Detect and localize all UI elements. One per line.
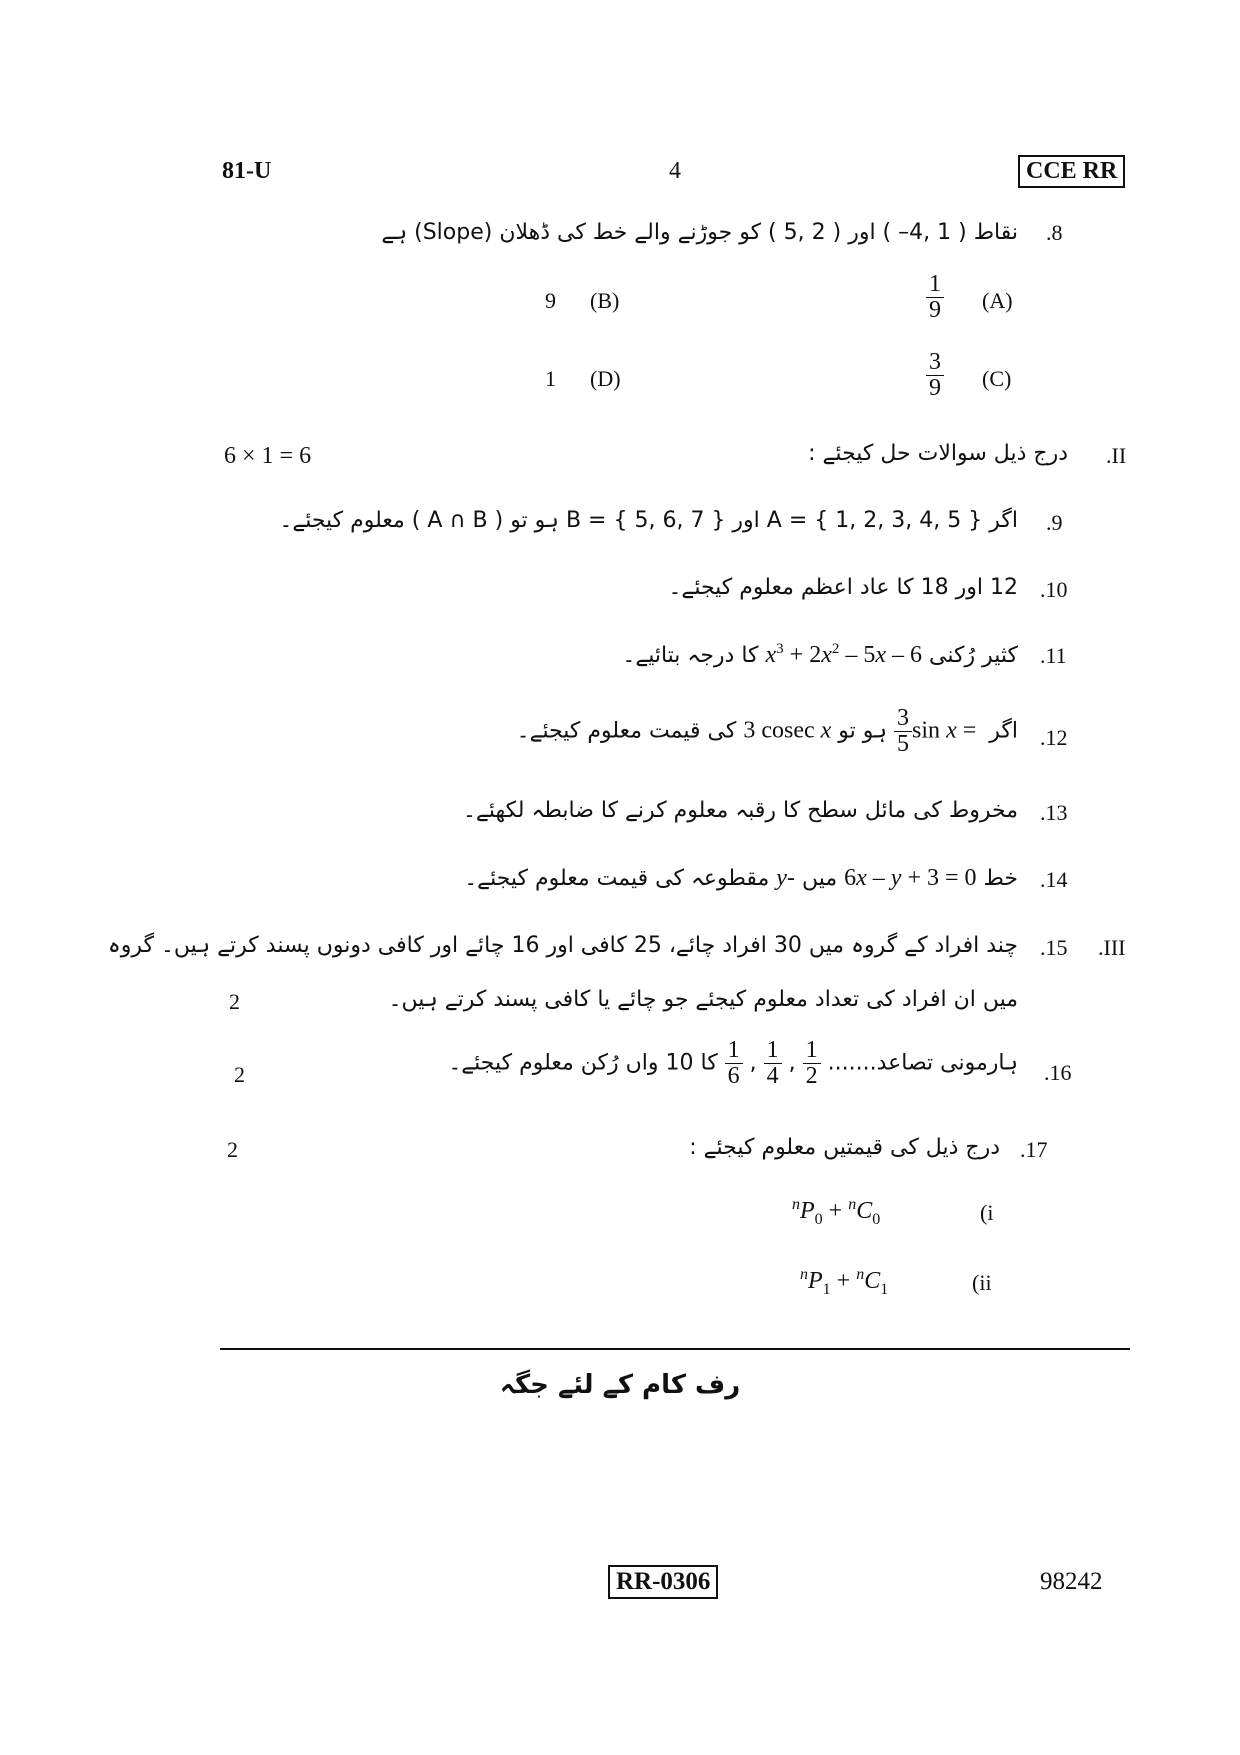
q10-number: .10	[1040, 577, 1068, 602]
q8-option-c-label: (C)	[982, 366, 1012, 391]
q15-line-2: میں ان افراد کی تعداد معلوم کیجئے جو چائے یا کافی پسند کرتے ہیں۔	[388, 987, 1018, 1012]
q16-marks: 2	[234, 1062, 245, 1087]
q8-option-a-value: $\frac{1}{9}$	[926, 272, 944, 323]
q12-cosec-expression: 3 cosec x	[743, 717, 832, 744]
q15-line-1: چند افراد کے گروہ میں 30 افراد چائے، 25 کافی اور 16 چائے اور کافی دونوں پسند کرتے ہیں۔ گروہ	[107, 933, 1018, 958]
q13-number: .13	[1040, 800, 1068, 825]
section-2-roman: .II	[1106, 443, 1127, 468]
q14-y-axis: y-	[776, 865, 795, 891]
q16-fraction-1: $\frac{1}{2}$	[803, 1038, 821, 1089]
q12-sin-expression: sin x =	[912, 717, 983, 744]
q17-number: .17	[1020, 1137, 1048, 1162]
q8-option-c-value: $\frac{3}{9}$	[926, 350, 944, 401]
section-2-instruction: درج ذیل سوالات حل کیجئے :	[808, 441, 1068, 466]
section-2-marks: 6 × 1 = 6	[224, 443, 312, 469]
q14-number: .14	[1040, 867, 1068, 892]
q17-part-i-label: (i	[980, 1200, 994, 1225]
q17-part-ii-expression: $^nP_1 + ^nC_1$	[800, 1266, 889, 1298]
rough-work-divider	[220, 1348, 1130, 1350]
q9-text: اگر { 5 ,4 ,3 ,2 ,1 } = A اور { 7 ,6 ,5 } = B ہو تو ( A ∩ B ) معلوم کیجئے۔	[279, 508, 1018, 533]
footer-code: RR-0306	[608, 1565, 718, 1599]
q15-marks: 2	[229, 989, 240, 1014]
q16-number: .16	[1044, 1060, 1072, 1085]
paper-code: 81-U	[222, 158, 272, 184]
q17-marks: 2	[227, 1137, 238, 1162]
q8-option-a-label: (A)	[982, 288, 1013, 313]
q8-option-d-value: 1	[545, 366, 556, 391]
footer-number: 98242	[1040, 1568, 1103, 1595]
q9-number: .9	[1046, 510, 1063, 535]
q16-text: ہارمونی تصاعد....... $\frac{1}{2}$ , $\frac{1}{4}$ , $\frac{1}{6}$ کا 10 واں رُکن معلوم کیجئے۔	[448, 1037, 1018, 1090]
q17-part-i-expression: $^nP_0 + ^nC_0$	[792, 1196, 881, 1228]
q8-number: .8	[1046, 220, 1063, 245]
q8-option-b-value: 9	[545, 288, 556, 313]
q12-number: .12	[1040, 725, 1068, 750]
q11-number: .11	[1040, 643, 1067, 668]
q11-text: کثیر رُکنی $x^3 + 2x^2 - 5x - 6$ کا درجہ بتائیے۔	[622, 641, 1018, 668]
q8-text: نقاط ( 1 ,4– ) اور ( 2 ,5 ) کو جوڑنے والے خط کی ڈھلان (Slope) ہے	[381, 220, 1018, 245]
rough-work-heading: رف کام کے لئے جگہ	[499, 1370, 741, 1400]
series-badge: CCE RR	[1018, 155, 1125, 188]
section-3-roman: .III	[1098, 935, 1126, 960]
page-number: 4	[669, 158, 681, 184]
q12-text: اگر sin x = $\frac{3}{5}$ ہو تو 3 cosec x کی قیمت معلوم کیجئے۔	[516, 705, 1018, 758]
q17-text: درج ذیل کی قیمتیں معلوم کیجئے :	[689, 1135, 1000, 1160]
q12-fraction: $\frac{3}{5}$	[894, 706, 912, 757]
q8-option-b-label: (B)	[590, 288, 620, 313]
q14-line-equation: 6x – y + 3 = 0	[844, 865, 977, 891]
q16-fraction-2: $\frac{1}{4}$	[764, 1038, 782, 1089]
q10-text: 12 اور 18 کا عاد اعظم معلوم کیجئے۔	[668, 575, 1018, 600]
q14-text: خط 6x – y + 3 = 0 میں y- مقطوعہ کی قیمت معلوم کیجئے۔	[464, 865, 1018, 891]
q15-number: .15	[1040, 935, 1068, 960]
q13-text: مخروط کی مائل سطح کا رقبہ معلوم کرنے کا ضابطہ لکھئے۔	[463, 798, 1018, 823]
q16-fraction-3: $\frac{1}{6}$	[725, 1038, 743, 1089]
q11-polynomial: $x^3 + 2x^2 - 5x - 6$	[765, 641, 923, 668]
q8-option-d-label: (D)	[590, 366, 621, 391]
q17-part-ii-label: (ii	[972, 1270, 992, 1295]
